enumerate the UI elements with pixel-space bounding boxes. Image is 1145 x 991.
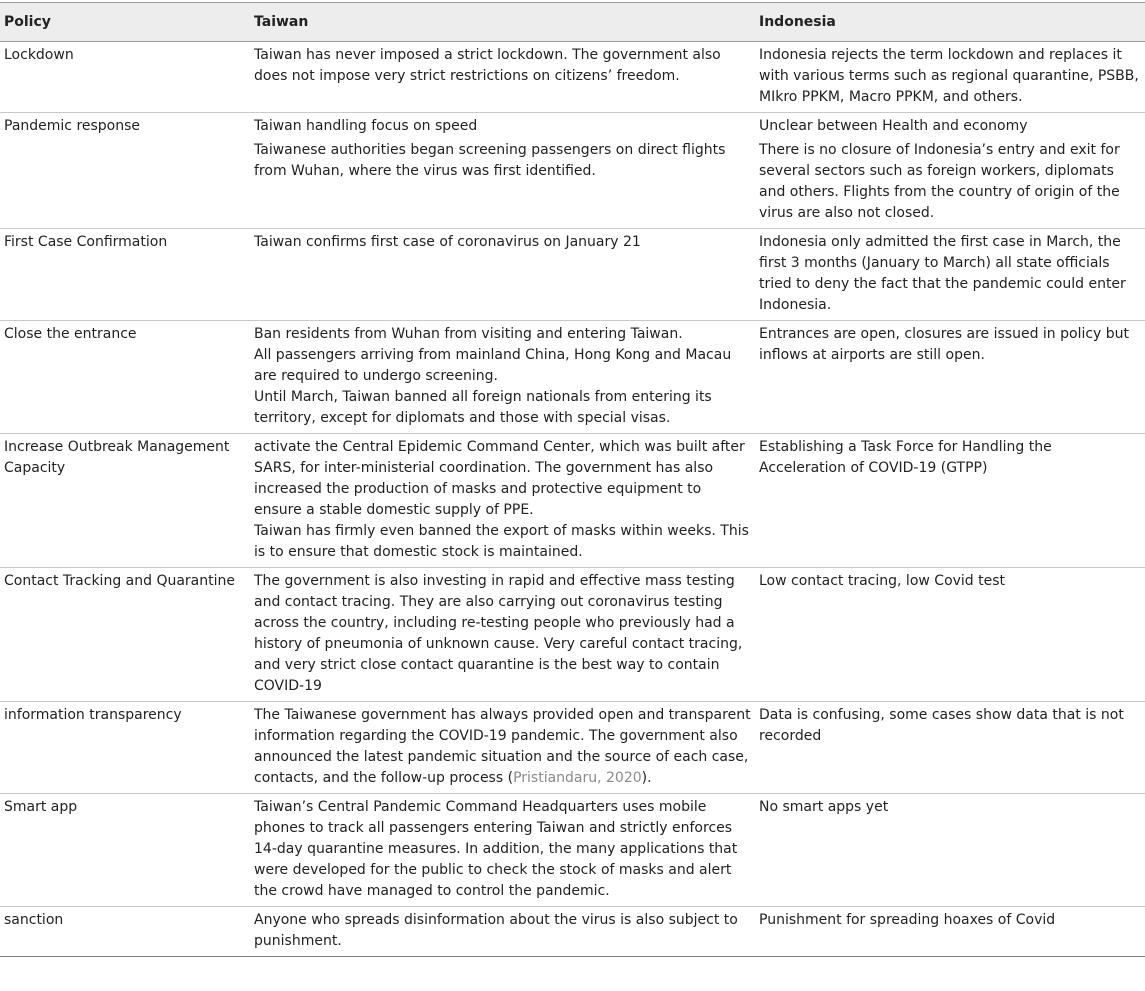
table-row: [0, 702, 1145, 794]
taiwan-line: Taiwan has firmly even banned the export of masks within weeks. This is to ensure that domestic stock is maintained.: [254, 523, 749, 560]
taiwan-cell: [250, 434, 755, 568]
policy-cell: information transparency: [0, 702, 250, 794]
indonesia-cell: Unclear between Health and economy: [759, 118, 1028, 134]
taiwan-cell: Taiwan has never imposed a strict lockdown. The government also does not impose very strict restrictions on citizens’ freedom.: [250, 42, 755, 113]
header-row: [0, 3, 1145, 42]
taiwan-line: Until March, Taiwan banned all foreign nationals from entering its territory, except for diplomats and those with special visas.: [254, 389, 712, 426]
table-header: [0, 3, 1145, 42]
indonesia-cell: Indonesia only admitted the first case in March, the first 3 months (January to March) all state officials tried to deny the fact that the pandemic could enter Indonesia.: [755, 229, 1145, 321]
taiwan-line: Ban residents from Wuhan from visiting and entering Taiwan.: [254, 326, 683, 342]
taiwan-cell: Taiwan confirms first case of coronavirus on January 21: [250, 229, 755, 321]
indonesia-cell: Entrances are open, closures are issued in policy but inflows at airports are still open.: [755, 321, 1145, 434]
table-row: [0, 137, 1145, 229]
taiwan-cell: [250, 702, 755, 794]
table-row: [0, 42, 1145, 113]
header-indonesia: Indonesia: [755, 3, 1145, 42]
indonesia-cell: There is no closure of Indonesia’s entry and exit for several sectors such as foreign workers, diplomats and others. Flights from the country of origin of the virus are also not closed.: [755, 137, 1145, 229]
taiwan-cell: Taiwan’s Central Pandemic Command Headquarters uses mobile phones to track all passengers entering Taiwan and strictly enforces 14-day quarantine measures. In addition, the many applications that were developed for the public to check the stock of masks and alert the crowd have managed to control the pandemic.: [250, 794, 755, 907]
policy-comparison-table: [0, 2, 1145, 957]
policy-cell: Smart app: [0, 794, 250, 907]
policy-cell: Increase Outbreak Management Capacity: [0, 434, 250, 568]
policy-cell: Lockdown: [0, 42, 250, 113]
table-row: [0, 113, 1145, 138]
policy-cell: sanction: [0, 907, 250, 957]
citation-link[interactable]: Pristiandaru, 2020: [513, 770, 642, 786]
indonesia-cell: No smart apps yet: [755, 794, 1145, 907]
policy-cell: Pandemic response: [4, 118, 141, 134]
taiwan-text: The Taiwanese government has always provided open and transparent information regarding the COVID-19 pandemic. The government also announced the latest pandemic situation and the source of each case, contacts, and the follow-up process (: [254, 707, 751, 786]
table-row: [0, 907, 1145, 957]
taiwan-cell: [250, 321, 755, 434]
table-row: [0, 321, 1145, 434]
table-body: [0, 42, 1145, 957]
taiwan-line: activate the Central Epidemic Command Center, which was built after SARS, for inter-ministerial coordination. The government has also increased the production of masks and protective equipment to ensure a stable domestic supply of PPE.: [254, 439, 745, 518]
policy-cell: [0, 137, 250, 229]
table-row: [0, 229, 1145, 321]
policy-cell: Contact Tracking and Quarantine: [0, 568, 250, 702]
policy-cell: Close the entrance: [0, 321, 250, 434]
indonesia-cell: Indonesia rejects the term lockdown and replaces it with various terms such as regional quarantine, PSBB, MIkro PPKM, Macro PPKM, and others.: [755, 42, 1145, 113]
table-row: [0, 434, 1145, 568]
taiwan-cell: Taiwanese authorities began screening passengers on direct flights from Wuhan, where the virus was first identified.: [250, 137, 755, 229]
header-policy: Policy: [0, 3, 250, 42]
indonesia-cell: Punishment for spreading hoaxes of Covid: [755, 907, 1145, 957]
taiwan-cell: The government is also investing in rapid and effective mass testing and contact tracing. They are also carrying out coronavirus testing across the country, including re-testing people who previously had a history of pneumonia of unknown cause. Very careful contact tracing, and very strict close contact quarantine is the best way to contain COVID-19: [250, 568, 755, 702]
taiwan-cell: Anyone who spreads disinformation about the virus is also subject to punishment.: [250, 907, 755, 957]
policy-cell: First Case Confirmation: [0, 229, 250, 321]
taiwan-line: All passengers arriving from mainland China, Hong Kong and Macau are required to undergo screening.: [254, 347, 732, 384]
indonesia-cell: Data is confusing, some cases show data that is not recorded: [755, 702, 1145, 794]
taiwan-cell: Taiwan handling focus on speed: [254, 118, 478, 134]
table-row: [0, 794, 1145, 907]
indonesia-cell: Establishing a Task Force for Handling the Acceleration of COVID-19 (GTPP): [755, 434, 1145, 568]
taiwan-text-tail: ).: [641, 770, 652, 786]
indonesia-cell: Low contact tracing, low Covid test: [755, 568, 1145, 702]
header-taiwan: Taiwan: [250, 3, 755, 42]
table-row: [0, 568, 1145, 702]
